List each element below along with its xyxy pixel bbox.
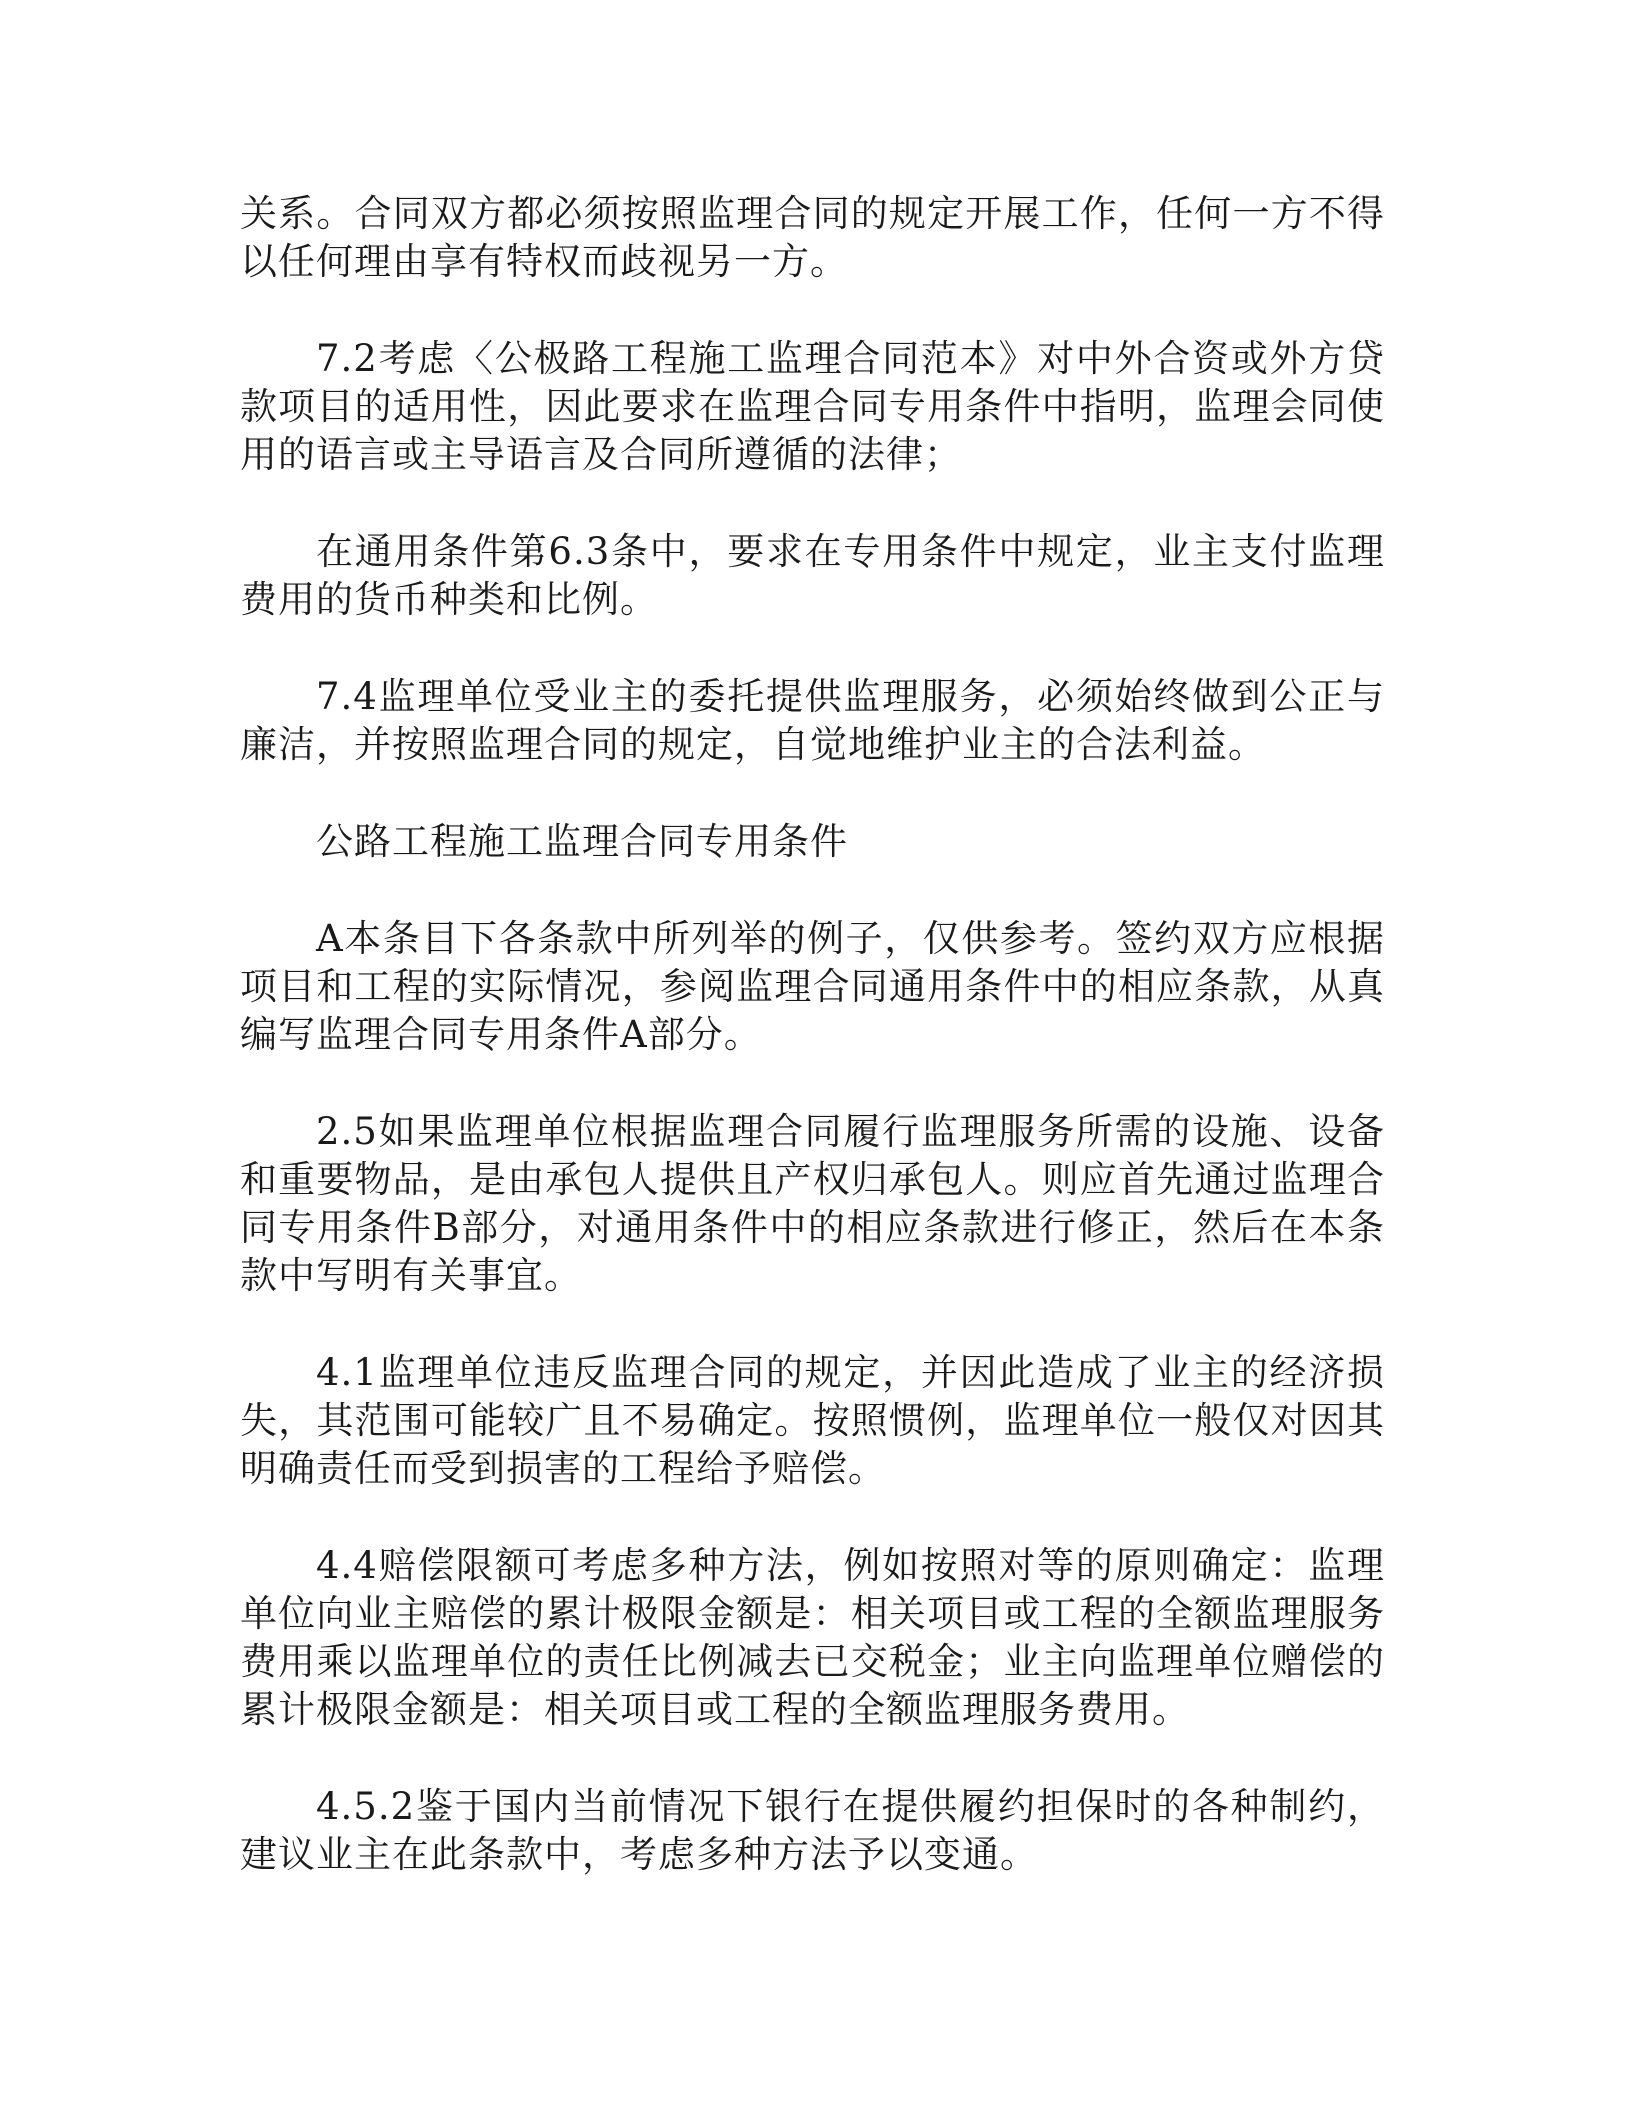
paragraph-4-1: 4.1监理单位违反监理合同的规定，并因此造成了业主的经济损失，其范围可能较广且不易确定。按照惯例，监理单位一般仅对因其明确责任而受到损害的工程给予赔偿。 xyxy=(240,1351,1385,1490)
paragraph-7-2: 7.2考虑〈公极路工程施工监理合同范本》对中外合资或外方贷款项目的适用性，因此要求在监理合同专用条件中指明，监理会同使用的语言或主导语言及合同所遵循的法律； xyxy=(240,337,1385,476)
paragraph-4-5-2: 4.5.2鉴于国内当前情况下银行在提供履约担保时的各种制约，建议业主在此条款中，考虑多种方法予以变通。 xyxy=(240,1785,1385,1876)
paragraph-continuation: 关系。合同双方都必须按照监理合同的规定开展工作，任何一方不得以任何理由享有特权而歧视另一方。 xyxy=(240,192,1385,283)
section-heading: 公路工程施工监理合同专用条件 xyxy=(316,820,848,863)
document-body xyxy=(240,190,1385,1928)
paragraph-general-6-3: 在通用条件第6.3条中，要求在专用条件中规定，业主支付监理费用的货币种类和比例。 xyxy=(240,530,1385,621)
paragraph-7-4: 7.4监理单位受业主的委托提供监理服务，必须始终做到公正与廉洁，并按照监理合同的规定，自觉地维护业主的合法利益。 xyxy=(240,675,1385,766)
paragraph-a: A本条目下各条款中所列举的例子，仅供参考。签约双方应根据项目和工程的实际情况，参阅监理合同通用条件中的相应条款，从真编写监理合同专用条件A部分。 xyxy=(240,917,1385,1056)
paragraph-4-4: 4.4赔偿限额可考虑多种方法，例如按照对等的原则确定：监理单位向业主赔偿的累计极限金额是：相关项目或工程的全额监理服务费用乘以监理单位的责任比例减去已交税金；业主向监理单位赠偿的累计极限金额是：相关项目或工程的全额监理服务费用。 xyxy=(240,1544,1385,1731)
paragraph-2-5: 2.5如果监理单位根据监理合同履行监理服务所需的设施、设备和重要物品，是由承包人提供且产权归承包人。则应首先通过监理合同专用条件B部分，对通用条件中的相应条款进行修正，然后在本条款中写明有关事宜。 xyxy=(240,1110,1385,1297)
